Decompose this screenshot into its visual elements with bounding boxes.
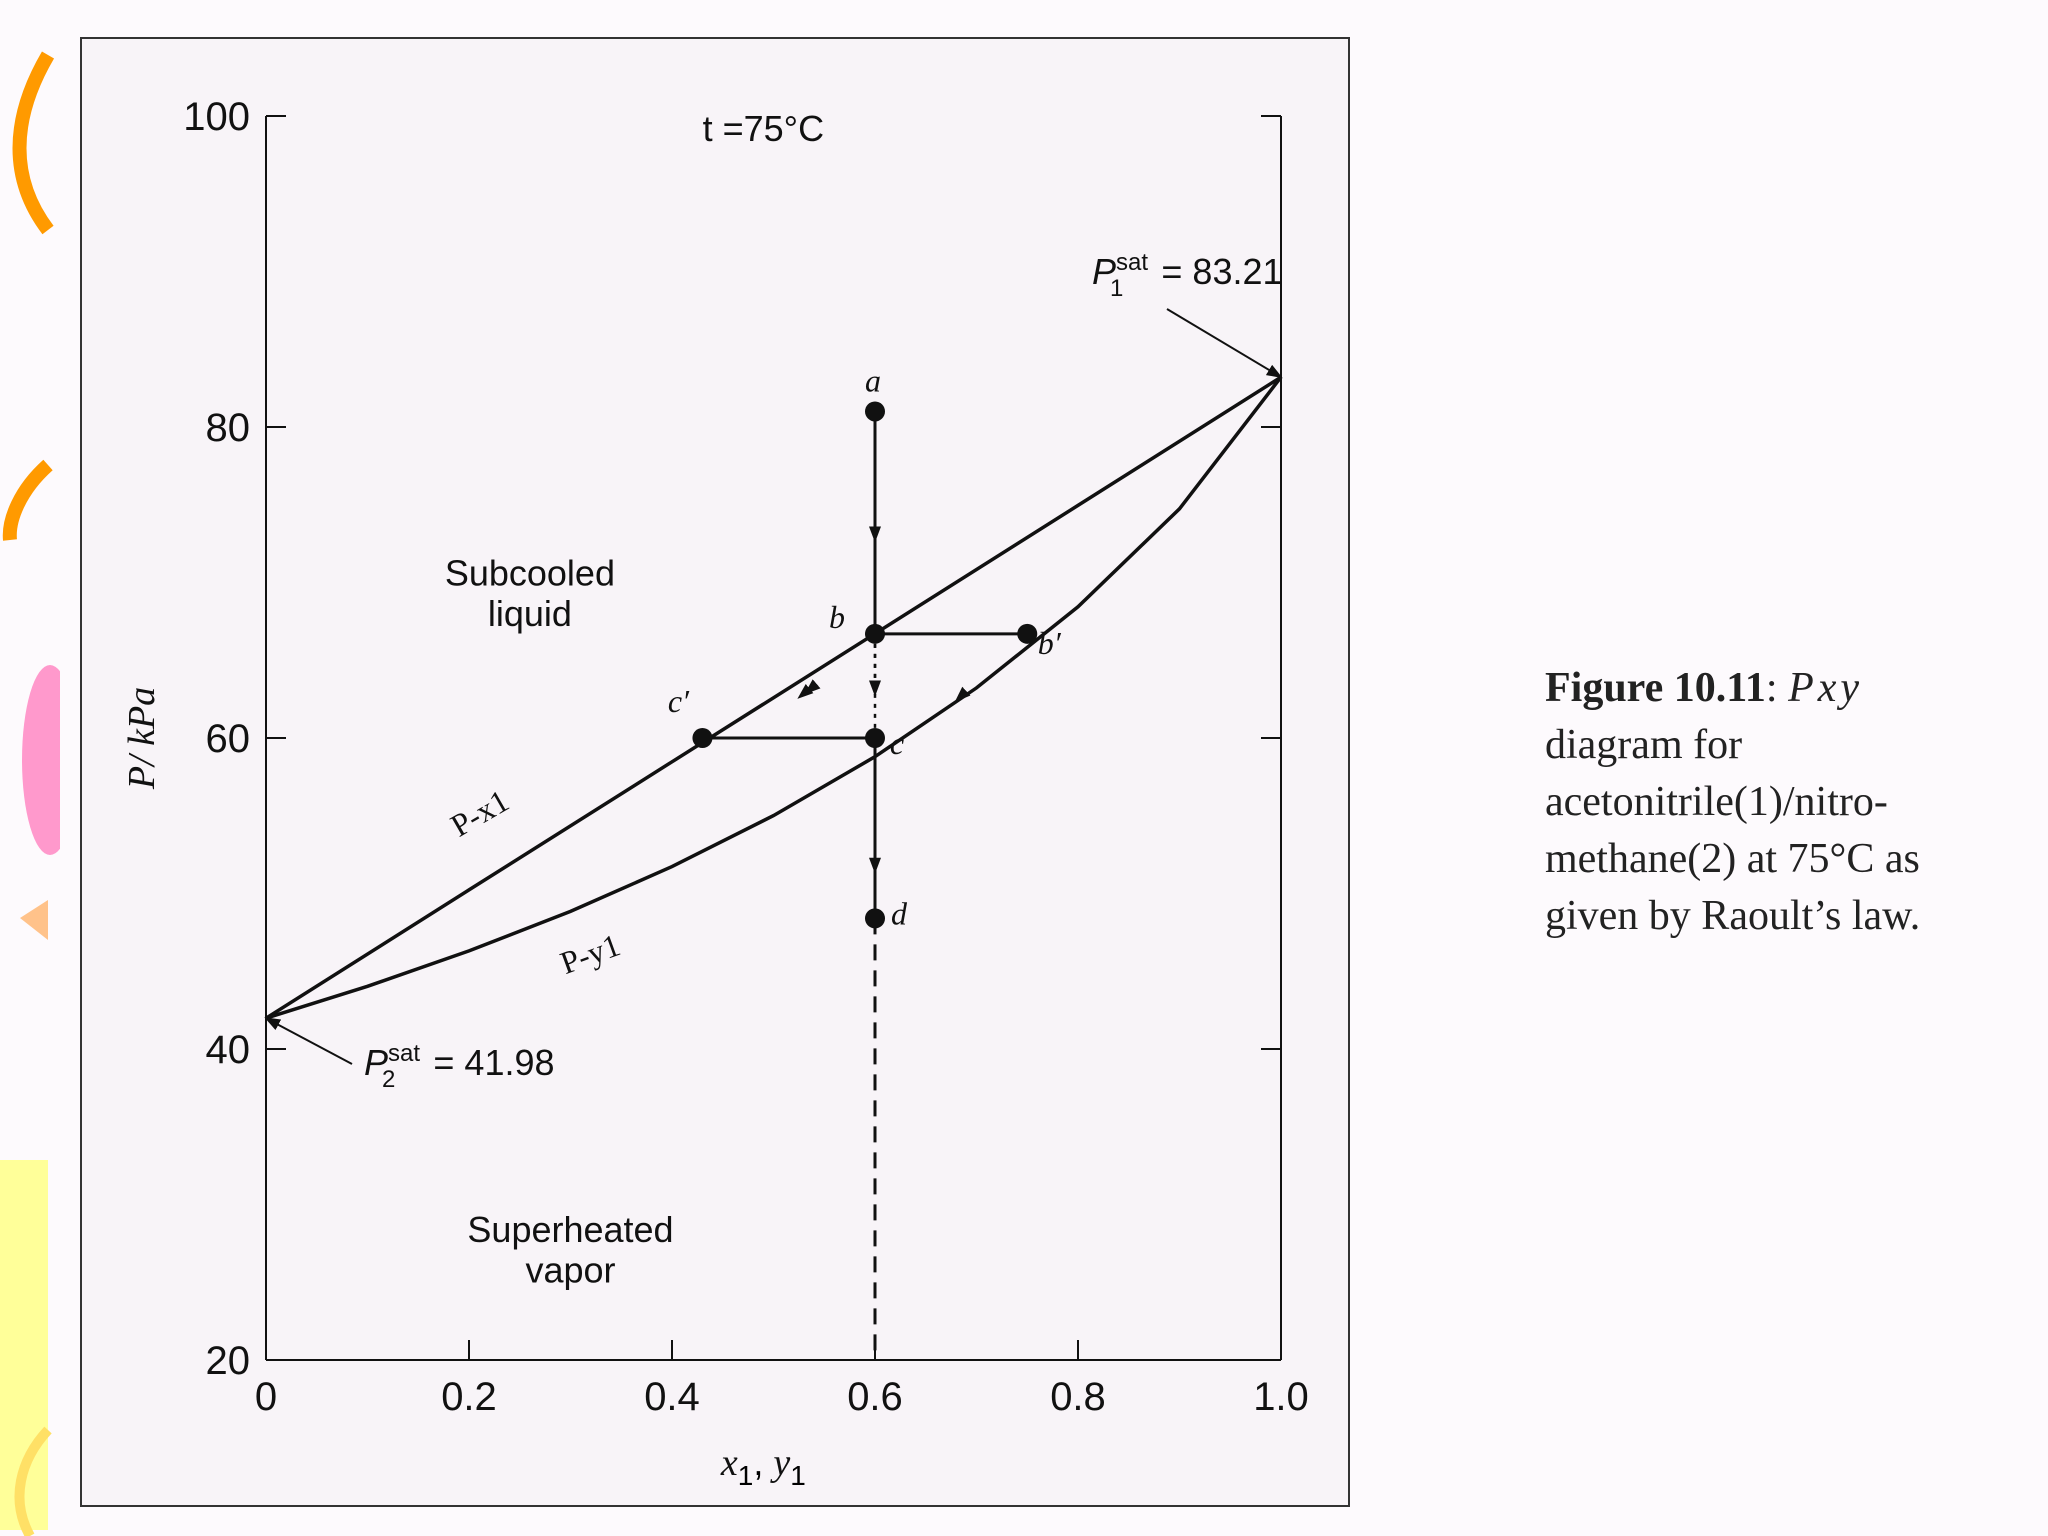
p1sat-label: $P^{sat}$ 1 = 83.21 [1092,249,1283,302]
chart-title: t =75°C [702,108,825,149]
orange-triangle [20,900,48,940]
region-label-vapor: vapor [525,1249,616,1291]
y-tick-label: 80 [205,406,250,450]
caption-figure-number: Figure 10.11 [1545,665,1766,711]
state-point-d [865,908,885,928]
figure-panel [80,37,1350,1507]
state-point-label: c [889,725,905,761]
x-tick-label: 0 [254,1375,278,1419]
caption-symbol: Pxy [1788,665,1864,711]
x-tick-label: 0.8 [1050,1375,1106,1419]
y-tick-label: 60 [205,717,250,761]
caption-line: methane(2) at 75°C as [1545,836,1920,882]
arrow-on-px [806,634,875,693]
orange-swirl-mid [10,465,48,540]
caption-separator: : [1765,665,1778,711]
x-axis-title: x1, y1 [720,1442,806,1491]
figure-caption [1545,660,1985,945]
x-tick-label: 0.4 [644,1375,700,1419]
y-tick-label: 40 [205,1028,250,1072]
p2sat-annotation [266,1018,555,1093]
process-paths [702,411,1027,1360]
x-tick-label: 0.2 [441,1375,497,1419]
curves [266,377,1281,1018]
orange-swirl-top [20,55,49,230]
region-label-liquid: liquid [487,593,572,635]
caption-line: given by Raoult’s law. [1545,893,1921,939]
state-point-b-prime [1017,624,1037,644]
curve-label-p-y1: P-y1 [555,926,625,981]
p2sat-leader [266,1018,352,1064]
y-axis-title: P/ kPa [121,686,163,790]
p2sat-label: $P^{sat}$ 2 = 41.98 [364,1040,555,1093]
state-points [668,362,1062,931]
ticks [183,95,1309,1419]
state-point-b [865,624,885,644]
curve-p-x1 [266,377,1281,1018]
arrow-px-head [799,634,875,698]
y-tick-label: 100 [183,95,250,139]
slide-decoration [0,0,60,1536]
state-point-label: c′ [667,683,690,719]
state-point-a [865,401,885,421]
state-point-label: b [829,598,845,635]
pink-blob [22,665,60,855]
y-tick-label: 20 [205,1339,250,1383]
state-point-label: b′ [1037,624,1061,661]
x-tick-label: 0.6 [847,1375,903,1419]
region-label-subcooled: Subcooled [444,552,615,594]
pxy-chart [82,39,1352,1509]
state-point-c-prime [692,728,712,748]
state-point-label: d [891,895,907,932]
state-point-c [865,728,885,748]
p1sat-annotation [1092,249,1283,377]
caption-line: diagram for [1545,722,1743,768]
curve-label-p-x1: P-x1 [444,782,515,844]
region-label-superheated: Superheated [467,1208,674,1250]
p1sat-leader [1167,309,1281,377]
x-tick-label: 1.0 [1253,1375,1309,1419]
arrow-py-head [956,634,1027,701]
state-point-label: a [865,362,881,399]
caption-line: acetonitrile(1)/nitro- [1545,779,1888,825]
